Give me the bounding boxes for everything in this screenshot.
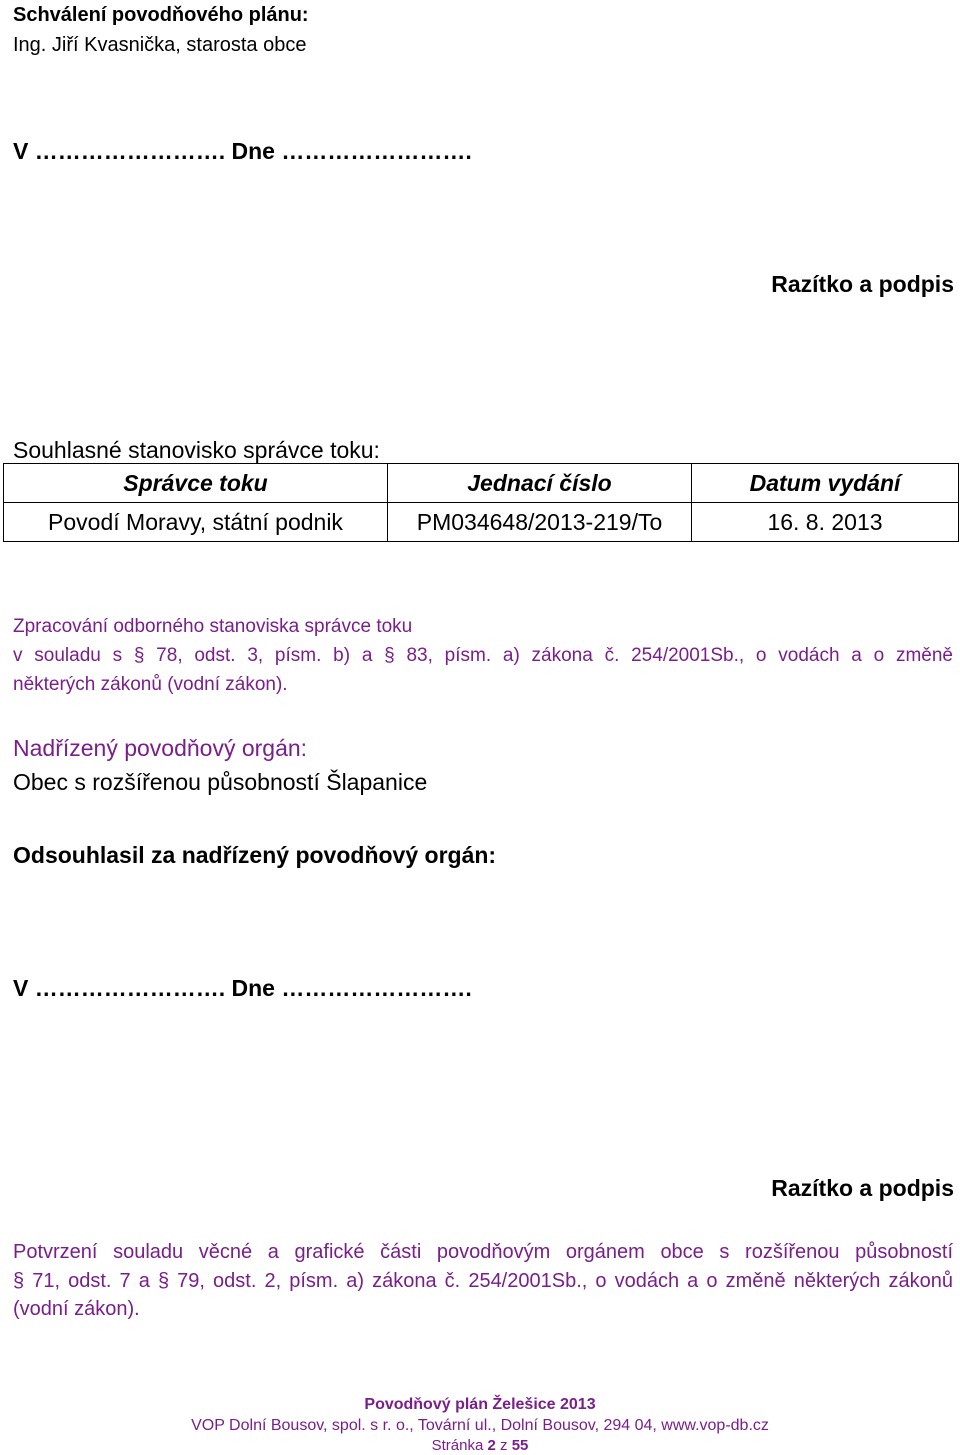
page-number [0,1437,960,1455]
processing-note-title: Zpracování odborného stanoviska správce toku [13,616,413,637]
footer-company: VOP Dolní Bousov, spol. s r. o., Tovární ul., Dolní Bousov, 294 04, www.vop-db.cz [191,1417,769,1434]
superior-authority-heading: Nadřízený povodňový orgán: [13,735,308,761]
processing-note-line: v souladu s § 78, odst. 3, písm. b) a § 83, písm. a) zákona č. 254/2001Sb., o vodách a o změně [13,645,953,666]
processing-note-line-end: některých zákonů (vodní zákon). [13,674,288,695]
confirmation-line-end: (vodní zákon). [13,1298,140,1320]
place-date-line: V ……………………. Dne ……………………. [13,975,472,1001]
page-current: 2 [487,1437,496,1454]
signature-label: Razítko a podpis [771,271,954,297]
approved-by-label: Odsouhlasil za nadřízený povodňový orgán: [13,842,497,868]
place-date-line: V ……………………. Dne ……………………. [13,138,472,164]
column-header: Správce toku [4,464,388,503]
page-separator: z [500,1437,508,1454]
table-cell: 16. 8. 2013 [692,503,959,542]
page-label: Stránka [431,1437,484,1454]
page-total: 55 [511,1437,529,1454]
confirmation-line: § 71, odst. 7 a § 79, odst. 2, písm. a) zákona č. 254/2001Sb., o vodách a o změně některých zákonů [13,1270,953,1292]
signature-label: Razítko a podpis [771,1175,954,1201]
column-header: Jednací číslo [388,464,692,503]
column-header: Datum vydání [692,464,959,503]
footer-title: Povodňový plán Želešice 2013 [364,1396,596,1413]
table-header-row [4,464,959,503]
table-cell: PM034648/2013-219/To [388,503,692,542]
table-cell: Povodí Moravy, státní podnik [4,503,388,542]
approval-heading: Schválení povodňového plánu: [13,4,309,26]
superior-authority-name: Obec s rozšířenou působností Šlapanice [13,769,428,795]
approver-name: Ing. Jiří Kvasnička, starosta obce [13,34,307,56]
manager-opinion-heading: Souhlasné stanovisko správce toku: [13,437,380,463]
manager-opinion-table [3,463,959,542]
confirmation-line: Potvrzení souladu věcné a grafické části povodňovým orgánem obce s rozšířenou působností [13,1241,953,1263]
table-row [4,503,959,542]
